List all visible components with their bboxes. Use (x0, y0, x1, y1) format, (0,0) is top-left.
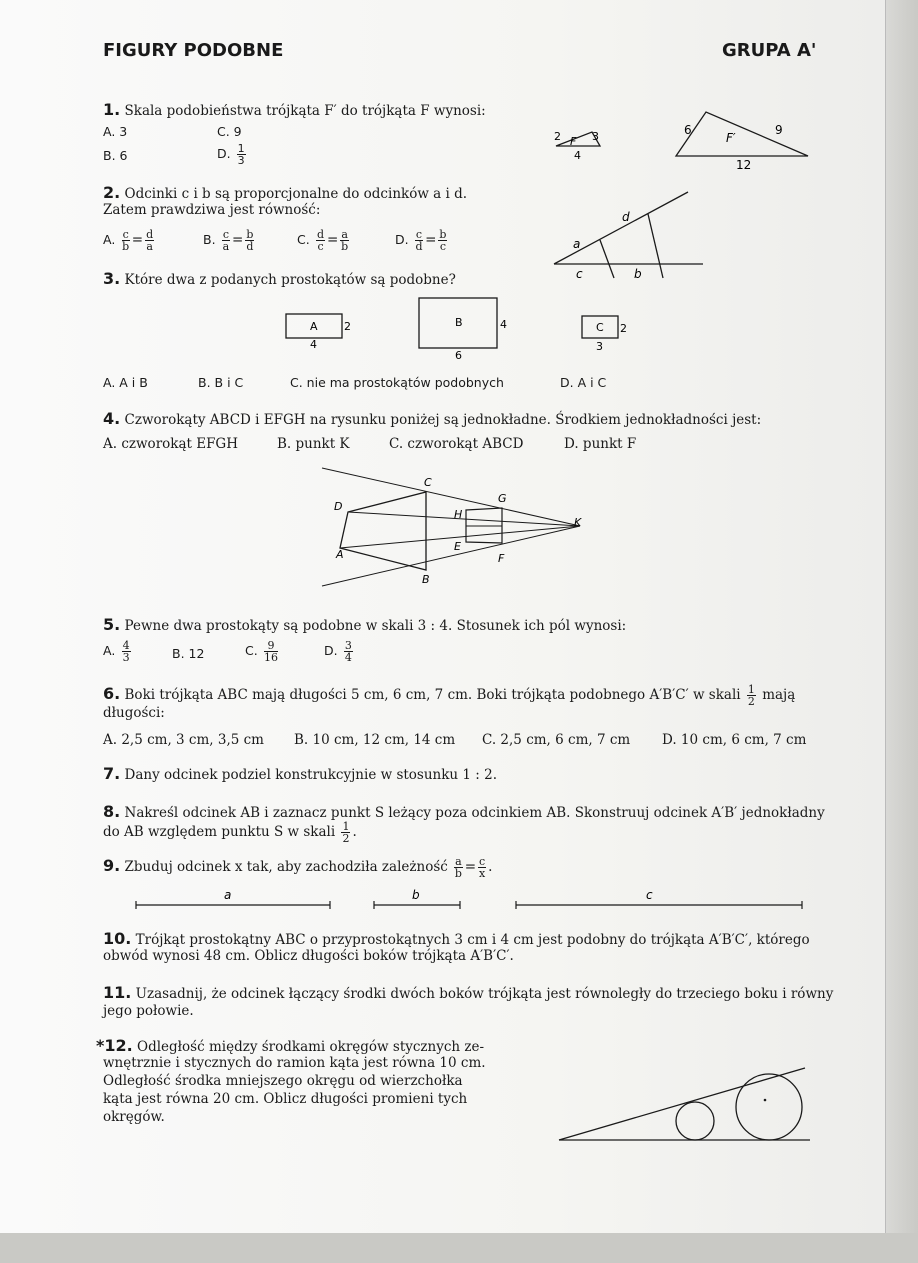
punctuation: . (488, 859, 493, 875)
label: 2 (554, 130, 561, 143)
question-number: 5. (103, 615, 121, 634)
option-label: D. (217, 146, 231, 161)
proportional-segments-figure (548, 188, 708, 283)
question-number: 4. (103, 409, 121, 428)
frac-num: a (455, 855, 462, 868)
question-text: Trójkąt prostokątny ABC o przyprostokątnych 3 cm i 4 cm jest podobny do trójkąta A′B′C′, którego (135, 932, 810, 948)
group-label: GRUPA A' (722, 40, 817, 61)
frac-den: x (478, 867, 486, 880)
question-text: do AB względem punktu S w skali (103, 824, 336, 840)
label: 4 (500, 318, 507, 331)
option-label: A. (103, 232, 116, 247)
homothety-figure (318, 462, 608, 590)
option-a: A. $\frac{c}{b}$ = $\frac{d}{a}$ (103, 228, 154, 253)
label: b (634, 267, 642, 281)
page-edge-bottom (0, 1233, 918, 1263)
frac-num: b (246, 228, 254, 241)
frac-num: c (415, 228, 423, 241)
label: F′ (726, 131, 736, 145)
frac-den: d (246, 240, 254, 253)
frac-num: b (439, 228, 447, 241)
frac-den: b (454, 867, 462, 880)
option-d: D. punkt F (564, 436, 637, 452)
question-2 (103, 184, 467, 203)
label: 2 (620, 322, 627, 335)
question-1 (103, 101, 486, 120)
label: H (454, 508, 463, 521)
frac-den: 2 (747, 695, 755, 708)
option-c (245, 640, 280, 663)
question-12-line3: Odległość środka mniejszego okręgu od wierzchołka (103, 1073, 463, 1089)
option-label: D. (324, 643, 338, 658)
question-text: Pewne dwa prostokąty są podobne w skali 3 : 4. Stosunek ich pól wynosi: (124, 618, 627, 634)
label: A (310, 320, 318, 333)
question-10-line2: obwód wynosi 48 cm. Oblicz długości boków trójkąta A′B′C′. (103, 948, 514, 964)
question-number: 8. (103, 802, 121, 821)
option-c: C. 2,5 cm, 6 cm, 7 cm (482, 732, 631, 748)
label: F (498, 552, 505, 565)
segment-c-label: c (646, 888, 653, 902)
option-d: D. 10 cm, 6 cm, 7 cm (662, 732, 807, 748)
option-a: A. 3 (103, 124, 128, 139)
question-number: 11. (103, 983, 132, 1002)
label: F (570, 135, 577, 148)
frac-num: d (317, 228, 325, 241)
question-text: Odległość między środkami okręgów stycznych ze- (137, 1039, 485, 1055)
question-3 (103, 270, 456, 289)
label: D (334, 500, 343, 513)
label: 6 (684, 123, 692, 137)
label: A (336, 548, 344, 561)
question-text: Odcinki c i b są proporcjonalne do odcinków a i d. (124, 186, 468, 202)
frac-num: 3 (344, 639, 352, 652)
frac-num: 9 (264, 640, 278, 652)
question-12-line4: kąta jest równa 20 cm. Oblicz długości promieni tych (103, 1091, 468, 1107)
label: E (454, 540, 461, 553)
question-12 (96, 1037, 484, 1056)
tangent-circles-figure (555, 1062, 817, 1146)
option-d: D. $\frac{c}{d}$ = $\frac{b}{c}$ (395, 228, 447, 253)
option-b: B. 10 cm, 12 cm, 14 cm (294, 732, 456, 748)
frac-den: 3 (237, 154, 245, 167)
option-d (217, 143, 248, 166)
question-text: Nakreśl odcinek AB i zaznacz punkt S leżący poza odcinkiem AB. Skonstruuj odcinek A′B′ jednokładny (124, 805, 825, 821)
option-label: C. (245, 643, 258, 658)
question-11 (103, 984, 833, 1003)
question-7 (103, 765, 497, 784)
frac-den: 16 (264, 651, 278, 664)
frac-den: a (222, 240, 230, 253)
label: 2 (344, 320, 351, 333)
frac-num: a (341, 228, 348, 241)
label: C (596, 321, 604, 334)
label: 9 (775, 123, 783, 137)
frac-den: b (122, 240, 130, 253)
option-label: D. (395, 232, 409, 247)
option-c: C. nie ma prostokątów podobnych (290, 375, 504, 390)
question-8-line2 (103, 821, 357, 844)
option-b: B. $\frac{c}{a}$ = $\frac{b}{d}$ (203, 228, 254, 253)
frac-num: c (122, 228, 129, 241)
label: 12 (736, 158, 752, 172)
frac-den: 2 (342, 832, 350, 845)
label: 4 (574, 149, 581, 162)
page-edge-right (885, 0, 918, 1263)
page-title: FIGURY PODOBNE (103, 40, 284, 61)
segment-b-label: b (412, 888, 420, 902)
option-c: C. 9 (217, 124, 242, 139)
question-number: 9. (103, 856, 121, 875)
frac-num: d (146, 228, 154, 241)
option-a: A. czworokąt EFGH (103, 436, 238, 452)
question-2-line2: Zatem prawdziwa jest równość: (103, 202, 321, 218)
frac-num: 1 (237, 142, 245, 155)
question-text: Dany odcinek podziel konstrukcyjnie w stosunku 1 : 2. (124, 767, 498, 783)
option-d (324, 640, 355, 663)
question-8 (103, 803, 825, 822)
option-c: C. czworokąt ABCD (389, 436, 524, 452)
question-4 (103, 410, 761, 429)
segment-a-label: a (224, 888, 232, 902)
question-number: 7. (103, 764, 121, 783)
question-number: 10. (103, 929, 132, 948)
option-b: B. punkt K (277, 436, 350, 452)
question-12-line5: okręgów. (103, 1109, 165, 1125)
option-a (103, 640, 133, 663)
option-b: B. B i C (198, 375, 244, 390)
question-6-line2: długości: (103, 705, 165, 721)
label: 3 (592, 130, 599, 143)
question-text: mają (762, 687, 796, 703)
frac-den: d (415, 240, 423, 253)
frac-num: 1 (747, 683, 755, 696)
question-6 (103, 684, 795, 707)
frac-den: a (146, 240, 153, 253)
label: 6 (455, 349, 462, 360)
option-d: D. A i C (560, 375, 607, 390)
label: a (573, 237, 581, 251)
question-11-line2: jego połowie. (103, 1003, 194, 1019)
question-text: Skala podobieństwa trójkąta F′ do trójkąta F wynosi: (124, 103, 486, 119)
similar-triangles-figure (540, 108, 830, 178)
label: c (576, 267, 583, 281)
frac-den: 4 (344, 651, 352, 664)
question-text: Boki trójkąta ABC mają długości 5 cm, 6 cm, 7 cm. Boki trójkąta podobnego A′B′C′ w skali (124, 687, 741, 703)
rectangles-figure (280, 292, 650, 360)
option-a: A. A i B (103, 375, 148, 390)
question-text: Czworokąty ABCD i EFGH na rysunku poniżej są jednokładne. Środkiem jednokładności jest: (124, 412, 762, 428)
label: K (574, 516, 582, 529)
question-number: 1. (103, 100, 121, 119)
question-12-line2: wnętrznie i stycznych do ramion kąta jest równa 10 cm. (103, 1055, 486, 1071)
option-a: A. 2,5 cm, 3 cm, 3,5 cm (103, 732, 264, 748)
label: d (622, 210, 630, 224)
question-number: 2. (103, 183, 121, 202)
frac-den: c (317, 240, 324, 253)
frac-num: 1 (342, 820, 350, 833)
frac-num: c (479, 855, 486, 868)
question-text: Które dwa z podanych prostokątów są podobne? (124, 272, 456, 288)
frac-den: b (341, 240, 349, 253)
question-5 (103, 616, 626, 635)
label: 3 (596, 340, 603, 353)
option-c: C. $\frac{d}{c}$ = $\frac{a}{b}$ (297, 228, 349, 253)
question-number: 6. (103, 684, 121, 703)
question-text: Zbuduj odcinek x tak, aby zachodziła zależność (124, 859, 448, 875)
question-number: *12. (96, 1036, 133, 1055)
frac-den: 3 (122, 651, 130, 664)
frac-num: c (222, 228, 230, 241)
label: 4 (310, 338, 317, 351)
triangle-f-prime (676, 112, 808, 156)
label: B (455, 316, 463, 329)
question-10 (103, 930, 810, 949)
segments-figure (130, 885, 810, 913)
frac-num: 4 (122, 639, 130, 652)
option-b: B. 12 (172, 646, 205, 661)
option-b: B. 6 (103, 148, 128, 163)
option-label: A. (103, 643, 116, 658)
question-9: 9. Zbuduj odcinek x tak, aby zachodziła zależność $\frac{a}{b}$ = $\frac{c}{x}$ . (103, 855, 493, 880)
label: B (422, 573, 430, 586)
punctuation: . (352, 824, 357, 840)
option-label: C. (297, 232, 310, 247)
question-number: 3. (103, 269, 121, 288)
label: C (424, 476, 432, 489)
question-text: Uzasadnij, że odcinek łączący środki dwóch boków trójkąta jest równoległy do trzeciego boku i równy (135, 986, 834, 1002)
label: G (498, 492, 507, 505)
frac-den: c (439, 240, 446, 253)
option-label: B. (203, 232, 216, 247)
